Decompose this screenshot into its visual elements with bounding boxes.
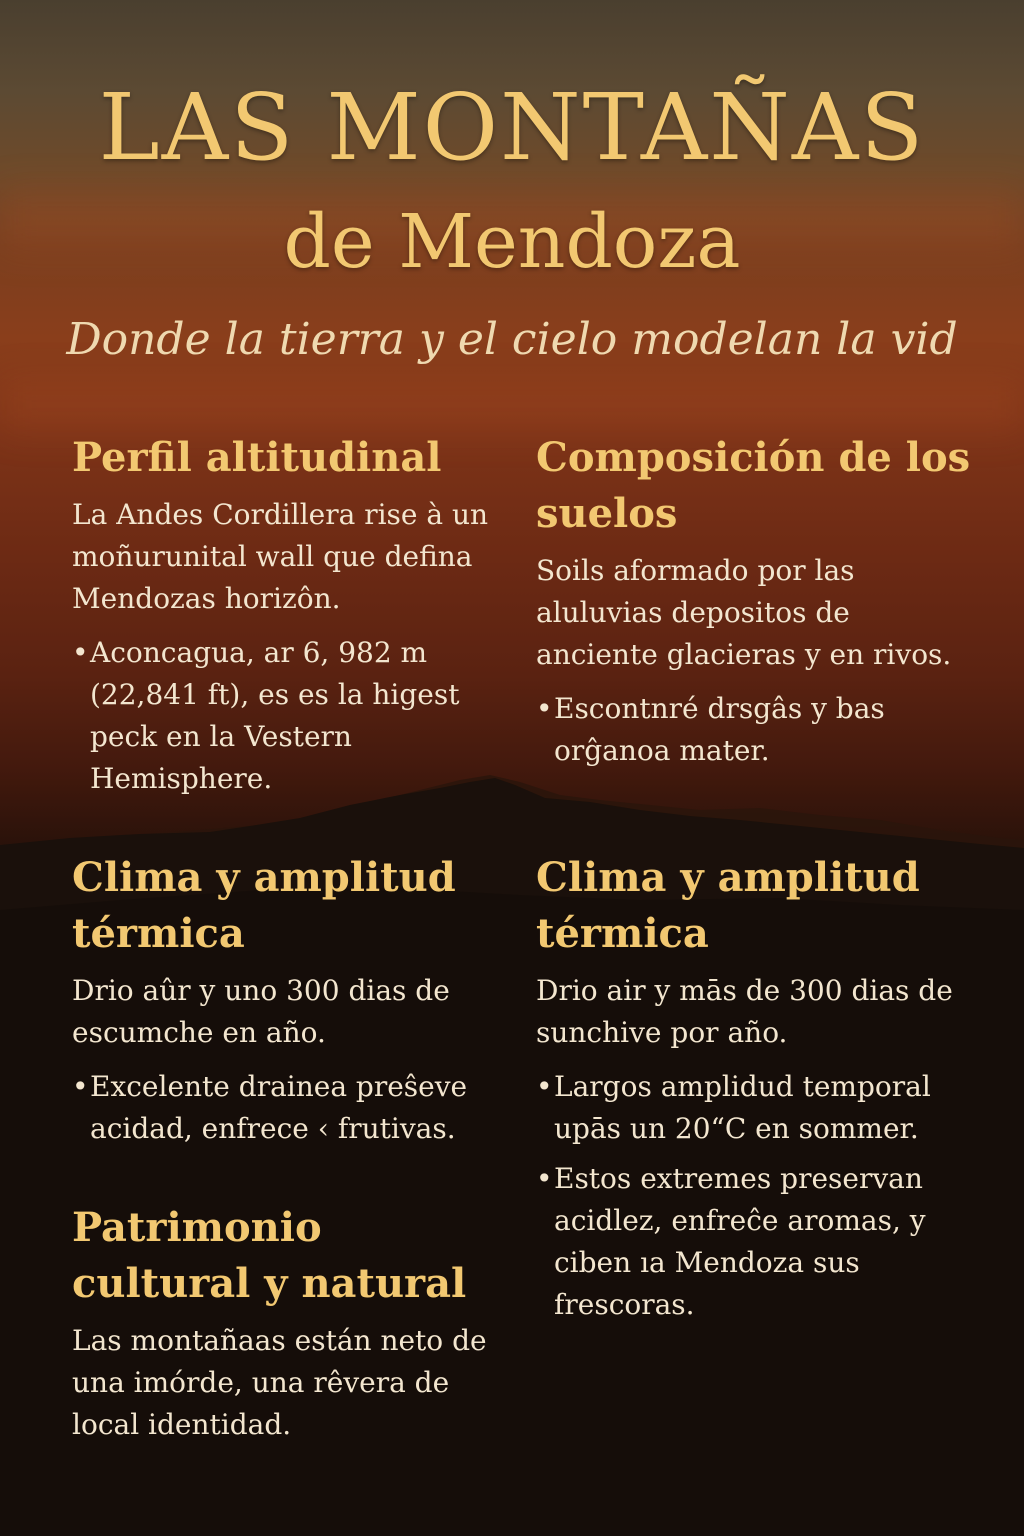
- section-clima-left: [72, 850, 492, 1158]
- bullet-list: [72, 632, 492, 800]
- bullet-list: [536, 688, 976, 772]
- bullet-item: • Excelente drainea preŝeve acidad, enfrece ‹ frutivas.: [72, 1066, 492, 1150]
- section-body: Drio air y mās de 300 dias de sunchive por año.: [536, 974, 953, 1049]
- section-heading: Patrimonio cultural y natural: [72, 1204, 467, 1307]
- bullet-item: • Largos amplidud temporal upās un 20“C en sommer.: [536, 1066, 976, 1150]
- background-haze: [0, 380, 1024, 430]
- page-subtitle: de Mendoza: [283, 199, 741, 285]
- page-title: LAS MONTAÑAS: [98, 74, 926, 181]
- bullet-item: • Estos extremes preservan acidlez, enfreĉe aromas, y ciben ıa Mendoza sus frescoras.: [536, 1158, 976, 1326]
- section-body: La Andes Cordillera rise à un moñurunital wall que defina Mendozas horizôn.: [72, 498, 489, 615]
- bullet-item: • Aconcagua, ar 6, 982 m (22,841 ft), es es la higest peck en la Vestern Hemisphere.: [72, 632, 492, 800]
- page-tagline: Donde la tierra y el cielo modelan la vid: [66, 314, 958, 365]
- section-heading: Clima y amplitud térmica: [72, 854, 456, 957]
- section-body: Drio aûr y uno 300 dias de escumche en año.: [72, 974, 450, 1049]
- bullet-item: • Escontnré drsgâs y bas orĝanoa mater.: [536, 688, 976, 772]
- bullet-list: [72, 1066, 492, 1150]
- bullet-list: [536, 1066, 976, 1326]
- section-heading: Clima y amplitud térmica: [536, 854, 920, 957]
- section-body: Las montañaas están neto de una imórde, una rêvera de local identidad.: [72, 1324, 487, 1441]
- section-patrimonio: [72, 1200, 492, 1458]
- section-body: Soils aformado por las aluluvias depositos de anciente glacieras y en rivos.: [536, 554, 952, 671]
- section-heading: Perfil altitudinal: [72, 434, 442, 481]
- section-heading: Composición de los suelos: [536, 434, 971, 537]
- section-clima-right: [536, 850, 976, 1334]
- section-perfil-altitudinal: [72, 430, 492, 808]
- section-composicion-suelos: [536, 430, 976, 780]
